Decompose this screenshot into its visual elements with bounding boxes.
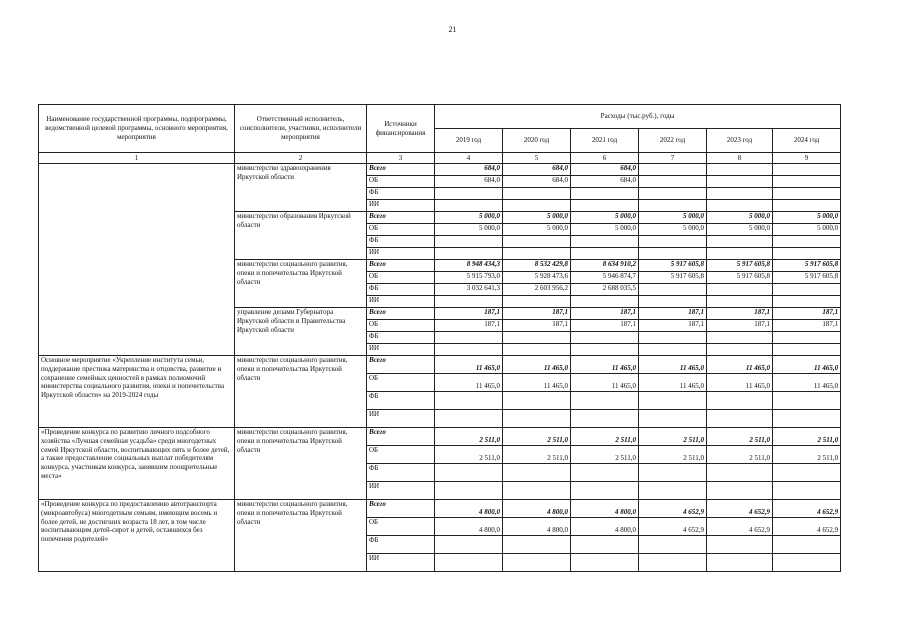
column-number: 2 <box>235 153 367 164</box>
amount-cell: 11 465,0 <box>571 374 639 392</box>
amount-cell <box>571 248 639 260</box>
amount-cell <box>639 296 707 308</box>
amount-cell <box>639 410 707 428</box>
amount-cell: 2 511,0 <box>639 446 707 464</box>
amount-cell <box>435 332 503 344</box>
column-number: 1 <box>39 153 235 164</box>
table-row <box>39 356 841 374</box>
funding-source: Всего <box>367 356 435 374</box>
program-name: «Проведение конкурса по развитию личного подсобного хозяйства «Лучшая семейная усадьба» среди многодетных семей Иркутской области, воспитывающих пять и более детей, а также предоставление социальных выплат победителям конкурса, участникам конкурса, занявшим поощрительные места» <box>39 428 235 500</box>
amount-cell <box>773 284 841 296</box>
amount-cell: 5 000,0 <box>707 212 773 224</box>
amount-cell <box>435 464 503 482</box>
amount-cell <box>571 344 639 356</box>
amount-cell: 3 032 641,3 <box>435 284 503 296</box>
amount-cell <box>503 248 571 260</box>
funding-source: Всего <box>367 260 435 272</box>
executor-name: министерство социального развития, опеки и попечительства Иркутской области <box>235 500 367 572</box>
funding-source: ИИ <box>367 554 435 572</box>
amount-cell <box>639 464 707 482</box>
amount-cell: 5 915 793,0 <box>435 272 503 284</box>
amount-cell: 2 511,0 <box>503 428 571 446</box>
column-number: 7 <box>639 153 707 164</box>
amount-cell <box>639 536 707 554</box>
amount-cell <box>773 344 841 356</box>
funding-source: Всего <box>367 308 435 320</box>
amount-cell: 5 000,0 <box>773 224 841 236</box>
funding-source: ИИ <box>367 410 435 428</box>
funding-source: Всего <box>367 500 435 518</box>
amount-cell <box>503 332 571 344</box>
column-number: 4 <box>435 153 503 164</box>
amount-cell: 684,0 <box>435 176 503 188</box>
amount-cell: 4 800,0 <box>435 500 503 518</box>
funding-source: ФБ <box>367 332 435 344</box>
amount-cell <box>639 176 707 188</box>
table-row <box>39 164 841 176</box>
amount-cell <box>707 554 773 572</box>
amount-cell: 2 511,0 <box>639 428 707 446</box>
amount-cell <box>773 200 841 212</box>
amount-cell <box>503 410 571 428</box>
amount-cell: 4 652,9 <box>707 518 773 536</box>
amount-cell <box>773 248 841 260</box>
amount-cell <box>435 536 503 554</box>
amount-cell: 5 000,0 <box>639 212 707 224</box>
amount-cell <box>773 236 841 248</box>
amount-cell <box>435 410 503 428</box>
amount-cell: 5 000,0 <box>503 224 571 236</box>
amount-cell <box>435 236 503 248</box>
column-number: 3 <box>367 153 435 164</box>
amount-cell: 5 917 605,8 <box>707 272 773 284</box>
amount-cell <box>639 344 707 356</box>
amount-cell: 2 688 035,5 <box>571 284 639 296</box>
funding-source: Всего <box>367 164 435 176</box>
amount-cell: 4 652,9 <box>773 518 841 536</box>
funding-source: ФБ <box>367 236 435 248</box>
amount-cell <box>435 200 503 212</box>
amount-cell: 187,1 <box>707 320 773 332</box>
amount-cell: 4 652,9 <box>639 518 707 536</box>
amount-cell: 684,0 <box>503 176 571 188</box>
amount-cell <box>773 554 841 572</box>
amount-cell <box>435 344 503 356</box>
executor-name: министерство социального развития, опеки и попечительства Иркутской области <box>235 356 367 428</box>
amount-cell <box>571 482 639 500</box>
funding-source: ИИ <box>367 200 435 212</box>
funding-source: ИИ <box>367 296 435 308</box>
amount-cell <box>707 332 773 344</box>
amount-cell: 187,1 <box>639 320 707 332</box>
amount-cell <box>435 392 503 410</box>
amount-cell: 187,1 <box>435 320 503 332</box>
amount-cell: 187,1 <box>503 320 571 332</box>
amount-cell <box>639 200 707 212</box>
amount-cell <box>503 536 571 554</box>
amount-cell: 4 800,0 <box>503 518 571 536</box>
funding-source: Всего <box>367 212 435 224</box>
amount-cell <box>773 482 841 500</box>
amount-cell: 2 511,0 <box>503 446 571 464</box>
amount-cell <box>639 236 707 248</box>
amount-cell <box>773 464 841 482</box>
amount-cell: 2 511,0 <box>435 428 503 446</box>
amount-cell: 5 946 874,7 <box>571 272 639 284</box>
amount-cell <box>773 296 841 308</box>
amount-cell: 187,1 <box>639 308 707 320</box>
amount-cell: 5 000,0 <box>435 224 503 236</box>
amount-cell: 11 465,0 <box>773 356 841 374</box>
amount-cell <box>773 536 841 554</box>
funding-source: ОБ <box>367 176 435 188</box>
amount-cell <box>773 392 841 410</box>
amount-cell: 187,1 <box>571 308 639 320</box>
program-cell-empty <box>39 164 235 356</box>
funding-source: ИИ <box>367 248 435 260</box>
amount-cell <box>571 410 639 428</box>
amount-cell: 5 917 605,8 <box>773 260 841 272</box>
amount-cell <box>503 482 571 500</box>
amount-cell <box>639 332 707 344</box>
amount-cell: 684,0 <box>503 164 571 176</box>
amount-cell <box>707 464 773 482</box>
executor-name: министерство социального развития, опеки и попечительства Иркутской области <box>235 428 367 500</box>
amount-cell: 5 917 605,8 <box>707 260 773 272</box>
funding-source: ФБ <box>367 464 435 482</box>
funding-source: ИИ <box>367 482 435 500</box>
funding-source: ФБ <box>367 188 435 200</box>
program-name: «Проведение конкурса по предоставлению автотранспорта (микроавтобуса) многодетным семьям, имеющим восемь и более детей, не достигших возраста 18 лет, в том числе воспитывающим детей-сирот и детей, оставшихся без попечения родителей» <box>39 500 235 572</box>
amount-cell <box>707 392 773 410</box>
amount-cell: 2 511,0 <box>435 446 503 464</box>
amount-cell <box>503 200 571 212</box>
amount-cell: 4 652,9 <box>773 500 841 518</box>
amount-cell <box>435 296 503 308</box>
amount-cell <box>435 482 503 500</box>
amount-cell <box>571 536 639 554</box>
amount-cell <box>503 554 571 572</box>
amount-cell <box>639 392 707 410</box>
funding-source: ИИ <box>367 344 435 356</box>
funding-source: ОБ <box>367 518 435 536</box>
amount-cell <box>435 248 503 260</box>
amount-cell <box>707 188 773 200</box>
header-program: Наименование государственной программы, подпрограммы, ведомственной целевой программы, основного мероприятия, мероприятия <box>39 105 235 153</box>
page-number: 21 <box>448 25 457 34</box>
amount-cell: 2 511,0 <box>571 428 639 446</box>
amount-cell: 5 000,0 <box>707 224 773 236</box>
column-number: 6 <box>571 153 639 164</box>
executor-name: министерство социального развития, опеки и попечительства Иркутской области <box>235 260 367 308</box>
funding-source: ОБ <box>367 446 435 464</box>
header-source: Источники финансирования <box>367 105 435 153</box>
table-body <box>39 164 841 572</box>
amount-cell <box>503 344 571 356</box>
header-executor: Ответственный исполнитель, соисполнители, участники, исполнители мероприятия <box>235 105 367 153</box>
header-year: 2023 год <box>707 129 773 153</box>
amount-cell <box>571 554 639 572</box>
amount-cell <box>571 188 639 200</box>
amount-cell: 4 800,0 <box>571 518 639 536</box>
amount-cell <box>503 464 571 482</box>
amount-cell: 187,1 <box>435 308 503 320</box>
amount-cell <box>707 410 773 428</box>
amount-cell <box>707 248 773 260</box>
header-year: 2019 год <box>435 129 503 153</box>
amount-cell <box>773 410 841 428</box>
amount-cell <box>639 188 707 200</box>
header-expenses: Расходы (тыс.руб.), годы <box>435 105 841 129</box>
amount-cell <box>773 188 841 200</box>
amount-cell <box>571 236 639 248</box>
amount-cell <box>571 392 639 410</box>
funding-source: ФБ <box>367 392 435 410</box>
amount-cell: 8 532 429,8 <box>503 260 571 272</box>
amount-cell: 11 465,0 <box>707 356 773 374</box>
executor-name: управление делами Губернатора Иркутской области и Правительства Иркутской области <box>235 308 367 356</box>
table-row <box>39 500 841 518</box>
column-number: 9 <box>773 153 841 164</box>
amount-cell: 2 511,0 <box>773 446 841 464</box>
amount-cell: 684,0 <box>435 164 503 176</box>
budget-table <box>38 104 841 572</box>
amount-cell: 187,1 <box>571 320 639 332</box>
executor-name: министерство здравоохранения Иркутской области <box>235 164 367 212</box>
amount-cell <box>707 176 773 188</box>
amount-cell <box>773 176 841 188</box>
amount-cell: 5 000,0 <box>773 212 841 224</box>
amount-cell: 4 800,0 <box>435 518 503 536</box>
amount-cell: 5 000,0 <box>503 212 571 224</box>
amount-cell <box>707 482 773 500</box>
amount-cell <box>503 296 571 308</box>
column-number: 5 <box>503 153 571 164</box>
amount-cell: 2 511,0 <box>707 428 773 446</box>
amount-cell <box>639 554 707 572</box>
amount-cell <box>639 164 707 176</box>
amount-cell <box>571 332 639 344</box>
amount-cell <box>707 344 773 356</box>
amount-cell <box>503 188 571 200</box>
amount-cell: 11 465,0 <box>503 374 571 392</box>
amount-cell <box>707 296 773 308</box>
amount-cell <box>707 284 773 296</box>
amount-cell: 2 603 956,2 <box>503 284 571 296</box>
amount-cell <box>571 296 639 308</box>
amount-cell <box>773 332 841 344</box>
table-row <box>39 428 841 446</box>
amount-cell: 5 917 605,8 <box>639 260 707 272</box>
amount-cell: 4 800,0 <box>503 500 571 518</box>
amount-cell: 8 948 434,3 <box>435 260 503 272</box>
column-number: 8 <box>707 153 773 164</box>
amount-cell <box>503 236 571 248</box>
amount-cell: 11 465,0 <box>435 374 503 392</box>
amount-cell: 11 465,0 <box>571 356 639 374</box>
amount-cell: 5 917 605,8 <box>773 272 841 284</box>
amount-cell <box>707 200 773 212</box>
amount-cell: 187,1 <box>707 308 773 320</box>
amount-cell: 4 800,0 <box>571 500 639 518</box>
amount-cell: 11 465,0 <box>707 374 773 392</box>
amount-cell: 5 917 605,8 <box>639 272 707 284</box>
amount-cell <box>707 236 773 248</box>
header-year: 2021 год <box>571 129 639 153</box>
amount-cell: 11 465,0 <box>773 374 841 392</box>
amount-cell <box>707 536 773 554</box>
amount-cell: 187,1 <box>773 320 841 332</box>
amount-cell <box>639 482 707 500</box>
amount-cell: 5 000,0 <box>571 212 639 224</box>
executor-name: министерство образования Иркутской области <box>235 212 367 260</box>
amount-cell <box>571 464 639 482</box>
amount-cell: 5 928 473,6 <box>503 272 571 284</box>
amount-cell <box>571 200 639 212</box>
amount-cell: 2 511,0 <box>773 428 841 446</box>
funding-source: ОБ <box>367 320 435 332</box>
funding-source: ОБ <box>367 224 435 236</box>
amount-cell: 187,1 <box>773 308 841 320</box>
amount-cell <box>503 392 571 410</box>
funding-source: ФБ <box>367 284 435 296</box>
amount-cell: 4 652,9 <box>707 500 773 518</box>
funding-source: ФБ <box>367 536 435 554</box>
amount-cell <box>435 554 503 572</box>
header-year: 2024 год <box>773 129 841 153</box>
amount-cell: 11 465,0 <box>639 374 707 392</box>
amount-cell: 11 465,0 <box>435 356 503 374</box>
amount-cell <box>707 164 773 176</box>
amount-cell <box>639 248 707 260</box>
amount-cell <box>773 164 841 176</box>
amount-cell: 11 465,0 <box>639 356 707 374</box>
amount-cell: 5 000,0 <box>435 212 503 224</box>
amount-cell <box>435 188 503 200</box>
amount-cell: 8 634 910,2 <box>571 260 639 272</box>
amount-cell <box>639 284 707 296</box>
header-year: 2022 год <box>639 129 707 153</box>
funding-source: ОБ <box>367 374 435 392</box>
amount-cell: 2 511,0 <box>707 446 773 464</box>
amount-cell: 2 511,0 <box>571 446 639 464</box>
amount-cell: 4 652,9 <box>639 500 707 518</box>
amount-cell: 5 000,0 <box>571 224 639 236</box>
amount-cell: 684,0 <box>571 164 639 176</box>
header-year: 2020 год <box>503 129 571 153</box>
amount-cell: 11 465,0 <box>503 356 571 374</box>
program-name: Основное мероприятие «Укрепление института семьи, поддержание престижа материнства и отцовства, развитие и сохранение семейных ценностей в рамках полномочий министерства социального развития, опеки и попечительства Иркутской области» на 2019-2024 годы <box>39 356 235 428</box>
amount-cell: 187,1 <box>503 308 571 320</box>
funding-source: ОБ <box>367 272 435 284</box>
funding-source: Всего <box>367 428 435 446</box>
amount-cell: 684,0 <box>571 176 639 188</box>
amount-cell: 5 000,0 <box>639 224 707 236</box>
